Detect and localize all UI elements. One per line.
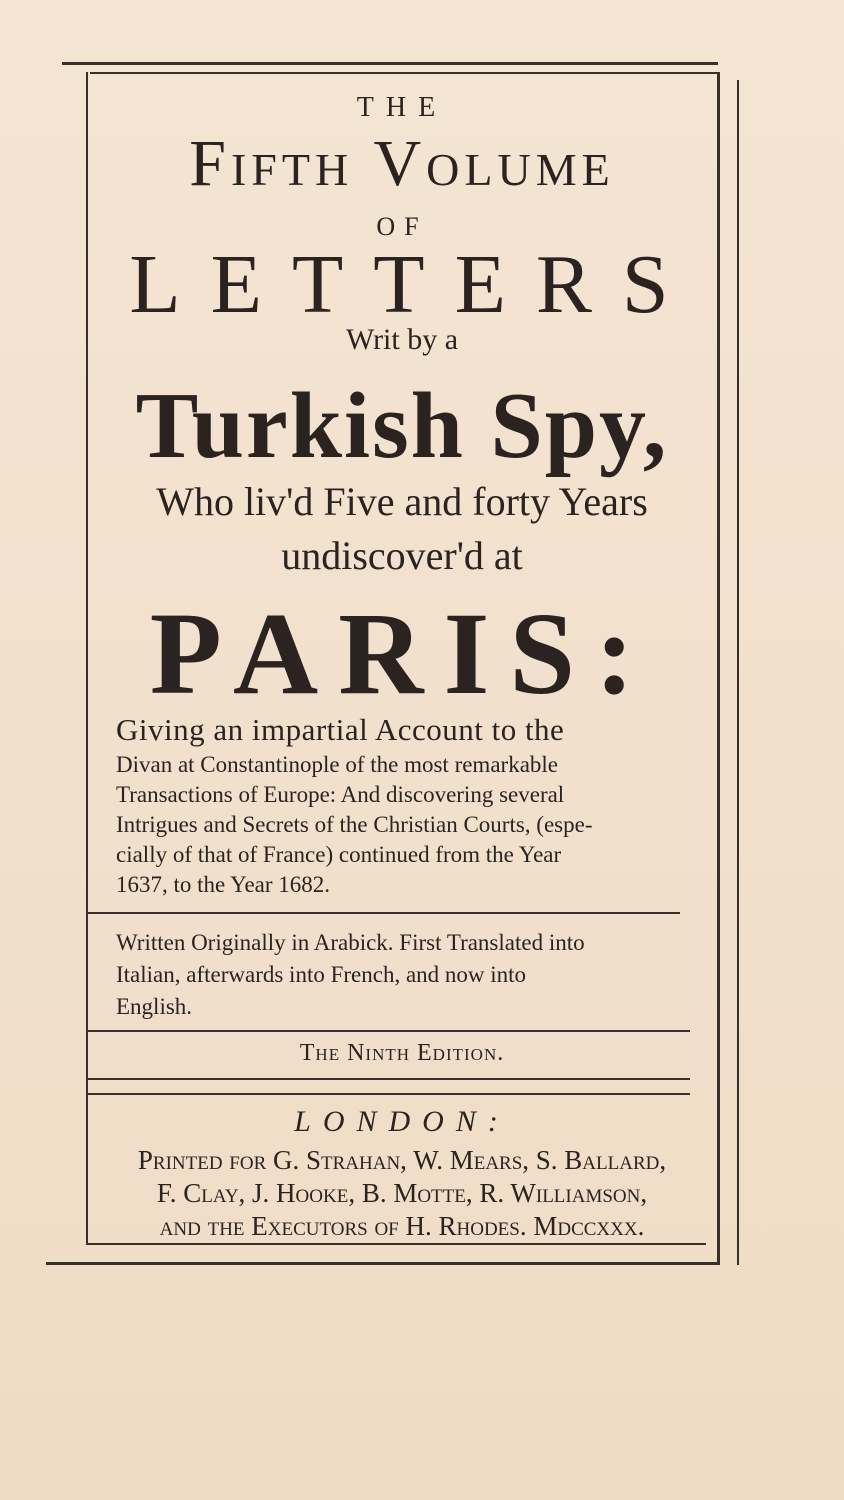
description-line: Transactions of Europe: And discovering several — [116, 782, 565, 807]
heading-the: THE — [356, 92, 448, 123]
description-line: cially of that of France) continued from the Year — [116, 842, 562, 867]
heading-of: OF — [376, 212, 428, 241]
translation-note-line: English. — [116, 994, 193, 1019]
description-line: Divan at Constantinople of the most remarkable — [116, 752, 558, 777]
subtitle-undiscovered: undiscover'd at — [281, 533, 523, 578]
edition-label: The Ninth Edition. — [299, 1040, 505, 1066]
imprint-city: LONDON: — [294, 1105, 510, 1138]
frame-bottom-rule — [46, 1262, 718, 1265]
imprint-line: and the Executors of H. Rhodes. Mdccxxx. — [159, 1211, 645, 1241]
translation-note-line: Italian, afterwards into French, and now into — [116, 962, 527, 987]
subtitle-who-lived: Who liv'd Five and forty Years — [156, 479, 648, 524]
description-line: 1637, to the Year 1682. — [116, 872, 331, 897]
frame-top-rule — [62, 62, 718, 65]
separator-rule — [86, 912, 680, 914]
separator-rule — [86, 1078, 690, 1080]
frame-right-outer-rule — [737, 80, 739, 1265]
heading-fifth-volume: Fifth Volume — [189, 127, 615, 200]
heading-writ-by: Writ by a — [345, 323, 459, 356]
separator-rule — [86, 1030, 690, 1032]
translation-note-line: Written Originally in Arabick. First Translated into — [116, 930, 585, 955]
imprint-line: Printed for G. Strahan, W. Mears, S. Ballard, — [137, 1145, 667, 1175]
heading-turkish-spy: Turkish Spy, — [135, 374, 669, 478]
frame-top-inner-rule — [90, 72, 718, 74]
separator-rule — [86, 1093, 690, 1095]
heading-paris: PARIS: — [149, 588, 655, 719]
description-line: Intrigues and Secrets of the Christian Courts, (espe- — [116, 812, 593, 837]
heading-letters: LETTERS — [129, 238, 699, 331]
imprint-line: F. Clay, J. Hooke, B. Motte, R. Williamson, — [156, 1178, 648, 1208]
description-line: Giving an impartial Account to the — [116, 712, 565, 747]
frame-bottom-inner-rule — [86, 1243, 706, 1245]
